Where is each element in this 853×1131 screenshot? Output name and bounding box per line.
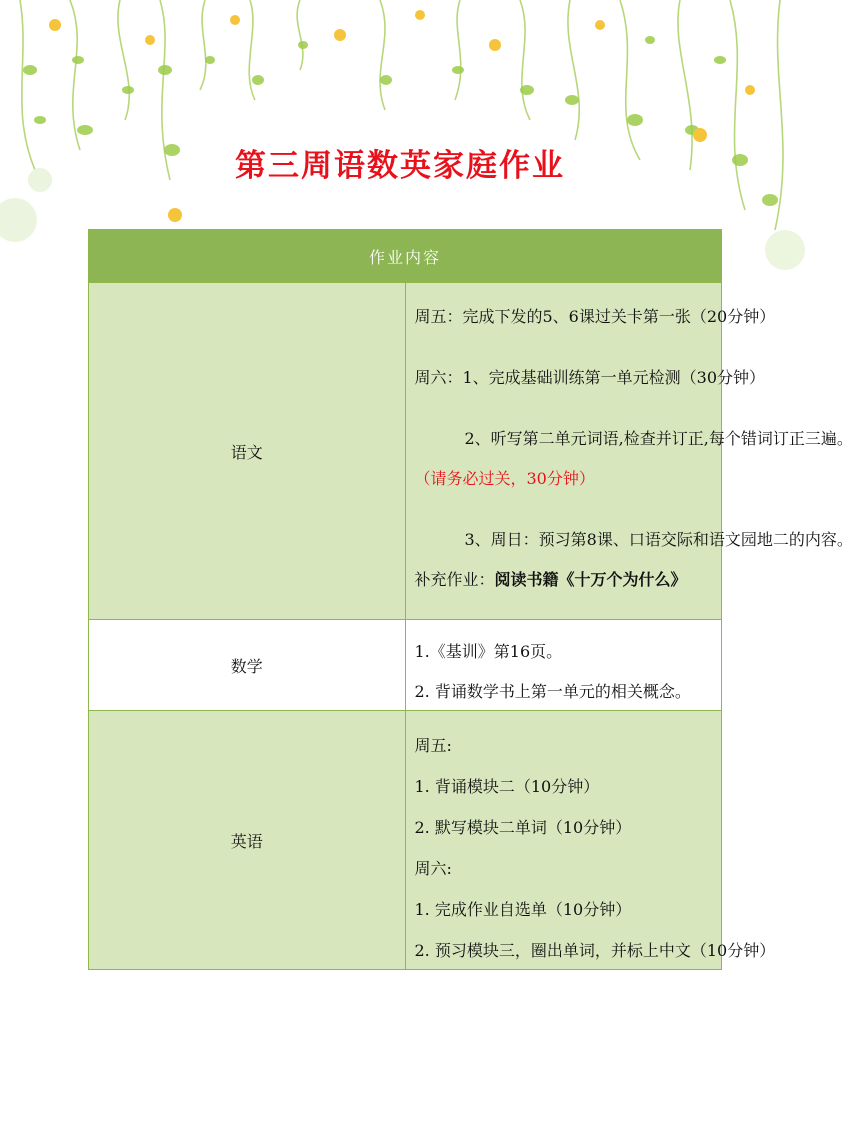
content-english xyxy=(405,711,776,970)
subject-math: 数学 xyxy=(89,620,406,711)
subject-english: 英语 xyxy=(89,711,406,970)
math-line-1: 1.《基训》第16页。 xyxy=(414,642,563,661)
english-line-5: 1. 完成作业自选单（10分钟） xyxy=(414,900,632,919)
chinese-line-3: 2、听写第二单元词语,检查并订正,每个错词订正三遍。 xyxy=(464,429,853,448)
table-header: 作业内容 xyxy=(89,230,722,283)
page-title: 第三周语数英家庭作业 xyxy=(235,148,565,184)
english-line-1: 周五: xyxy=(414,736,452,755)
english-line-2: 1. 背诵模块二（10分钟） xyxy=(414,777,600,796)
table-row-math xyxy=(89,620,722,711)
table-row-chinese xyxy=(89,283,722,620)
table-row-english xyxy=(89,711,722,970)
extra-homework-text: 阅读书籍《十万个为什么》 xyxy=(494,570,687,589)
math-line-2: 2. 背诵数学书上第一单元的相关概念。 xyxy=(414,682,691,701)
chinese-line-4: （请务必过关，30分钟） xyxy=(414,469,595,488)
english-line-4: 周六: xyxy=(414,859,452,878)
english-line-3: 2. 默写模块二单词（10分钟） xyxy=(414,818,632,837)
content-chinese xyxy=(405,283,853,620)
homework-table xyxy=(88,229,853,970)
chinese-line-2: 周六：1、完成基础训练第一单元检测（30分钟） xyxy=(414,368,766,387)
english-line-6: 2. 预习模块三，圈出单词，并标上中文（10分钟） xyxy=(414,941,776,960)
chinese-line-5: 3、周日：预习第8课、口语交际和语文园地二的内容。 xyxy=(464,530,853,549)
chinese-line-1: 周五：完成下发的5、6课过关卡第一张（20分钟） xyxy=(414,307,776,326)
content-math xyxy=(405,620,722,711)
chinese-extra xyxy=(415,567,716,590)
extra-homework-label: 补充作业： xyxy=(414,570,495,589)
subject-chinese: 语文 xyxy=(89,283,406,620)
